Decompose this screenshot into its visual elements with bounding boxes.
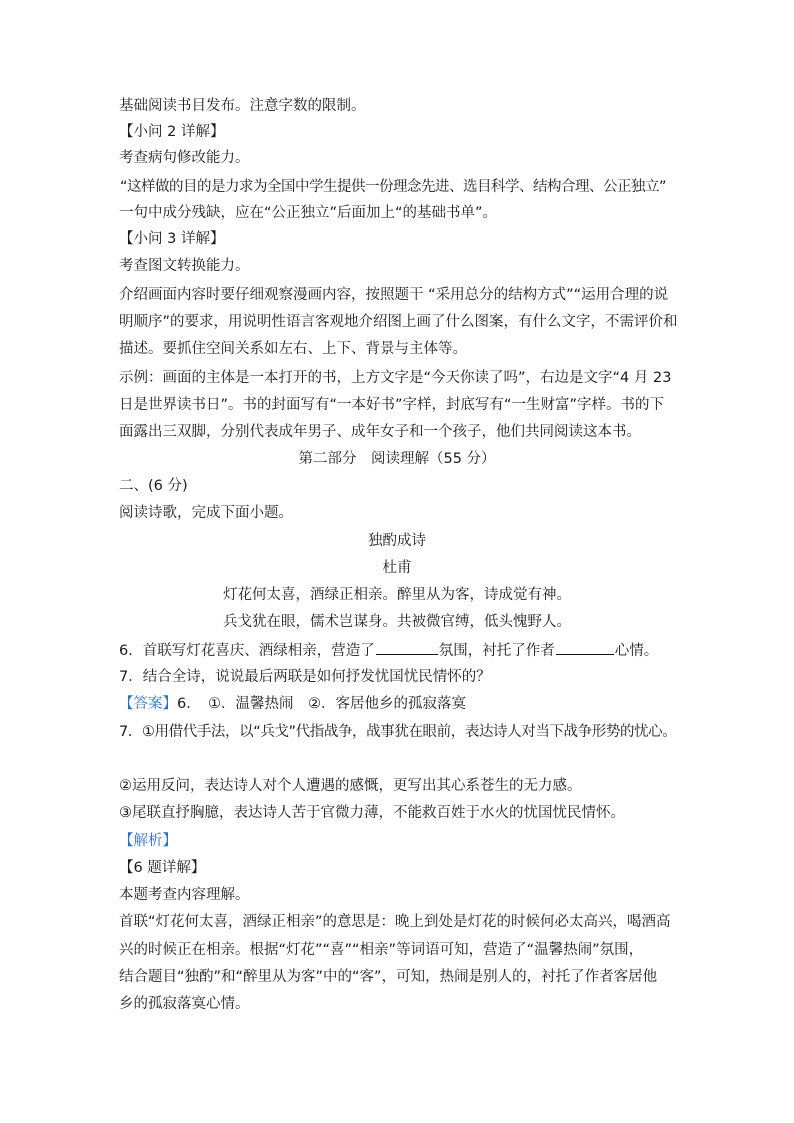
question-6-part: 6．首联写灯花喜庆、酒绿相亲，营造了 xyxy=(119,643,375,659)
question-6 xyxy=(119,640,658,661)
text-line: 基础阅读书目发布。注意字数的限制。 xyxy=(119,98,366,114)
text-line: 介绍画面内容时要仔细观察漫画内容，按照题干 “采用总分的结构方式”“运用合理的说 xyxy=(119,287,669,303)
answer-line xyxy=(119,694,466,714)
text-line: 考查病句修改能力。 xyxy=(119,150,250,166)
section-title: 第二部分 阅读理解（55 分） xyxy=(298,451,496,467)
answer-label: 【答案】 xyxy=(119,696,177,712)
text-line: 本题考查内容理解。 xyxy=(119,887,250,903)
text-line: 兴的时候正在相亲。根据“灯花”“喜”“相亲”等词语可知，营造了“温馨热闹”氛围， xyxy=(119,942,644,958)
answer-7-point: 7．①用借代手法，以“兵戈”代指战争，战事犹在眼前，表达诗人对当下战争形势的忧心。 xyxy=(119,724,677,740)
poem-author: 杜甫 xyxy=(382,560,412,576)
analysis-label: 【解析】 xyxy=(119,833,177,849)
text-line: 考查图文转换能力。 xyxy=(119,258,250,274)
subsection-heading: 【6 题详解】 xyxy=(119,860,206,876)
text-line: 一句中成分残缺，应在“公正独立”后面加上“的基础书单”。 xyxy=(119,205,498,221)
answer-blank xyxy=(556,640,614,655)
poem-line: 兵戈犹在眼，儒术岂谋身。共被微官缚，低头愧野人。 xyxy=(223,614,571,630)
text-line: “这样做的目的是力求为全国中学生提供一份理念先进、选目科学、结构合理、公正独立” xyxy=(120,179,667,195)
text-line: 乡的孤寂落寞心情。 xyxy=(119,996,250,1012)
answer-blank xyxy=(376,640,438,655)
text-line: 日是世界读书日”。书的封面写有“一本好书”字样，封底写有“一生财富”字样。书的下 xyxy=(119,397,665,413)
text-line: 明顺序”的要求，用说明性语言客观地介绍图上画了什么图案，有什么文字，不需评价和 xyxy=(119,314,678,330)
answer-7-point: ②运用反问，表达诗人对个人遭遇的感慨，更写出其心系苍生的无力感。 xyxy=(119,778,582,794)
subsection-heading: 【小问 2 详解】 xyxy=(119,124,225,140)
text-line: 示例：画面的主体是一本打开的书，上方文字是“今天你读了吗”，右边是文字“4 月 23 xyxy=(119,370,672,386)
question-6-part: 心情。 xyxy=(614,643,659,659)
question-7: 7．结合全诗，说说最后两联是如何抒发忧国忧民情怀的？ xyxy=(119,669,491,685)
instruction-text: 阅读诗歌，完成下面小题。 xyxy=(119,505,293,521)
poem-title: 独酌成诗 xyxy=(368,533,426,549)
answer-text: 6． ①．温馨热闹 ②．客居他乡的孤寂落寞 xyxy=(177,696,466,712)
text-line: 首联“灯花何太喜，酒绿正相亲”的意思是：晚上到处是灯花的时候何必太高兴，喝酒高 xyxy=(119,914,671,930)
text-line: 描述。要抓住空间关系如左右、上下、背景与主体等。 xyxy=(119,341,467,357)
answer-7-point: ③尾联直抒胸臆，表达诗人苦于官微力薄，不能救百姓于水火的忧国忧民情怀。 xyxy=(119,805,625,821)
question-6-part: 氛围，衬托了作者 xyxy=(438,643,555,659)
poem-line: 灯花何太喜，酒绿正相亲。醉里从为客，诗成觉有神。 xyxy=(223,587,571,603)
text-line: 结合题目“独酌”和“醉里从为客”中的“客”，可知，热闹是别人的，衬托了作者客居他 xyxy=(119,969,658,985)
text-line: 面露出三双脚，分别代表成年男子、成年女子和一个孩子，他们共同阅读这本书。 xyxy=(119,424,641,440)
question-group-heading: 二、(6 分) xyxy=(119,478,188,494)
subsection-heading: 【小问 3 详解】 xyxy=(119,231,225,247)
